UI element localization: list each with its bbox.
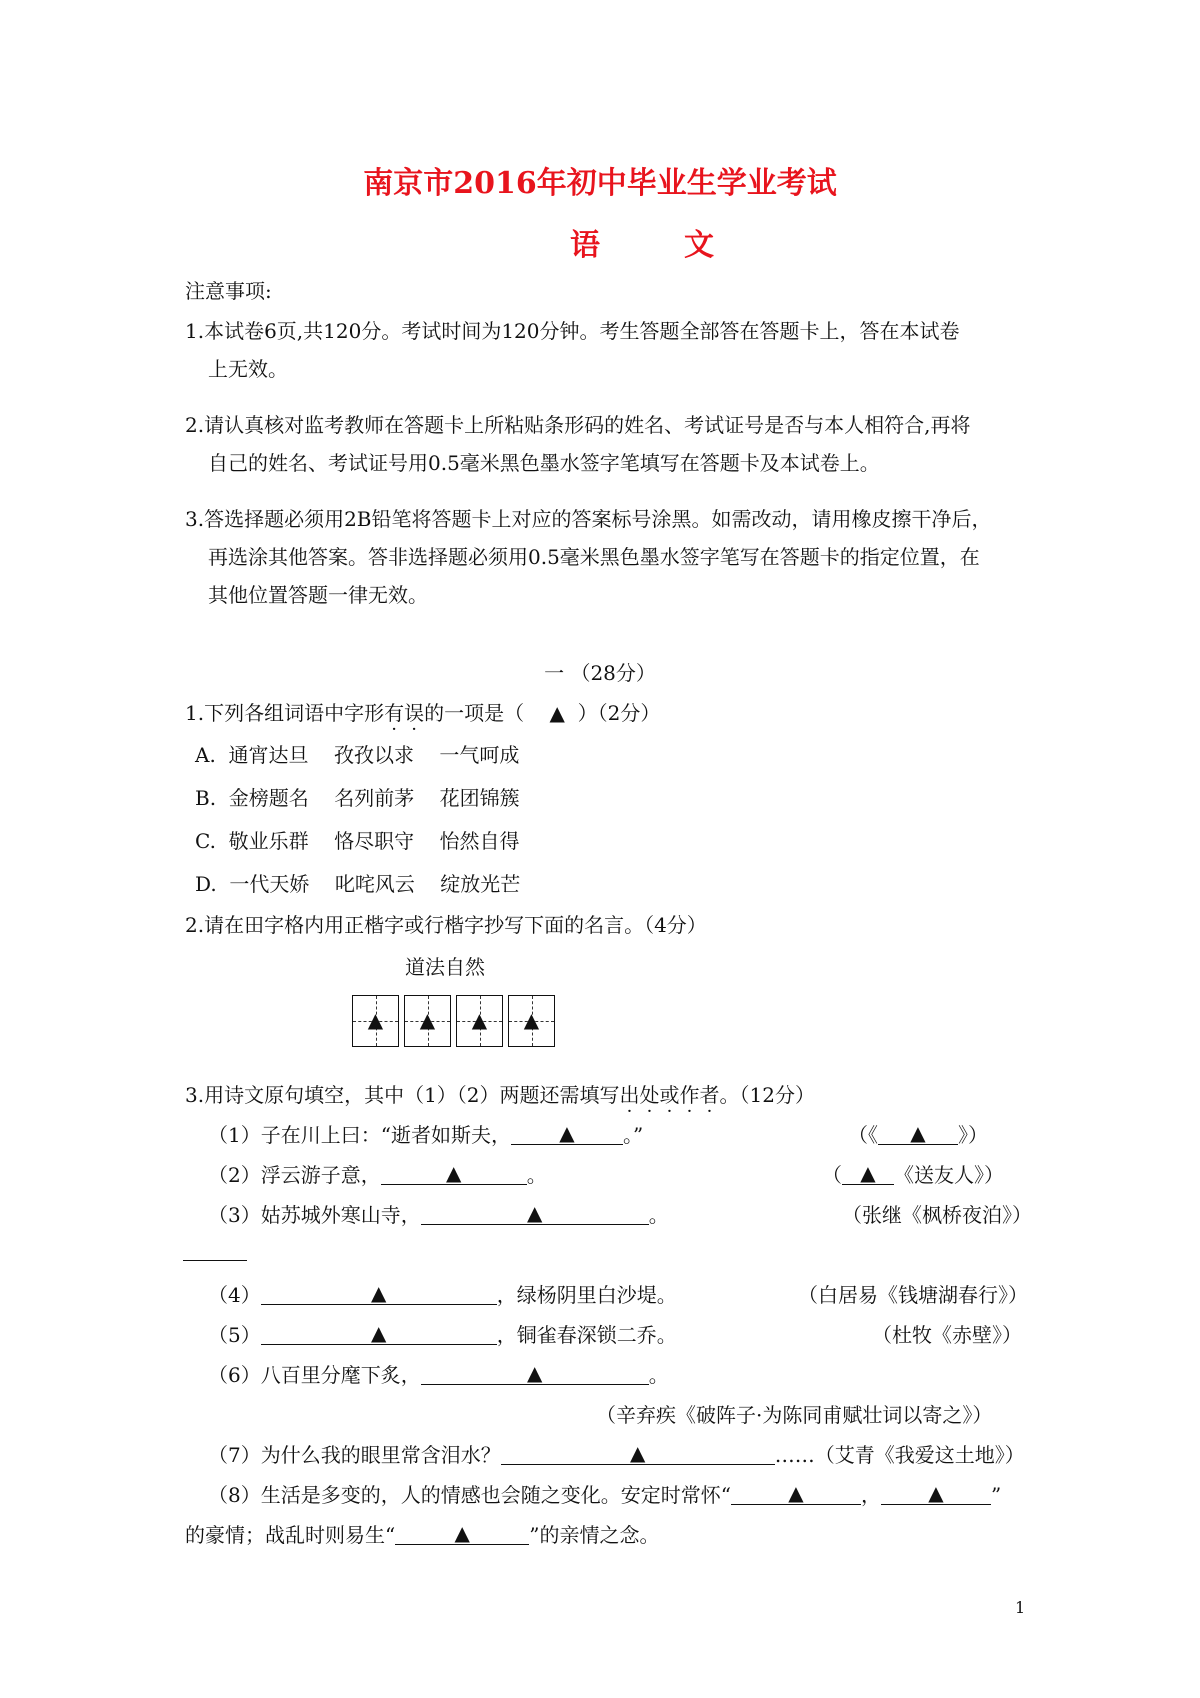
q3-4-text: ，绿杨阴里白沙堤。 (496, 1283, 677, 1307)
q3-line-2 (208, 1162, 547, 1188)
q1-option-b[interactable] (195, 785, 520, 811)
q3-1-end: 。” (622, 1123, 644, 1147)
q3-3-text: （3）姑苏城外寒山寺， (208, 1203, 421, 1227)
answer-blank[interactable] (878, 1122, 958, 1145)
q3-dot: 作 (679, 1083, 700, 1107)
q3-1-text: （1）子在川上曰：“逝者如斯夫， (208, 1123, 511, 1147)
q3-4-num: （4） (208, 1283, 261, 1307)
q3-dot: 或 (659, 1083, 680, 1107)
q3-line-4 (208, 1282, 677, 1308)
q3-dot: 者 (699, 1083, 720, 1107)
answer-blank[interactable] (421, 1202, 649, 1225)
note-2-line-2: 自己的姓名、考试证号用0.5毫米黑色墨水签字笔填写在答题卡及本试卷上。 (208, 451, 880, 475)
tianzige-cell[interactable] (352, 995, 399, 1047)
answer-marker: ▲ (454, 1521, 470, 1545)
answer-blank[interactable] (261, 1282, 497, 1305)
tianzige-grid (352, 995, 555, 1047)
answer-blank[interactable] (395, 1522, 529, 1545)
q3-line-8-cont (185, 1522, 659, 1548)
q3-2-end: 。 (526, 1163, 547, 1187)
section-heading: 一 （28分） (544, 661, 656, 685)
option-letter: D. (195, 872, 217, 896)
option-words: 金榜题名 名列前茅 花团锦簇 (228, 786, 520, 810)
q3-line-8 (208, 1482, 1001, 1508)
q3-line-7 (208, 1442, 1025, 1468)
option-letter: A. (195, 743, 216, 767)
q3-5-source: （杜牧《赤壁》） (872, 1323, 1022, 1347)
option-words: 一代天娇 叱咤风云 绽放光芒 (229, 872, 521, 896)
continuation-line (183, 1260, 247, 1261)
q3-line-1 (208, 1122, 643, 1148)
q2-quote: 道法自然 (405, 955, 485, 979)
q3-dot: 处 (639, 1083, 660, 1107)
q3-8-close: ” (990, 1483, 1002, 1507)
answer-marker: ▲ (419, 1007, 436, 1032)
answer-marker: ▲ (446, 1161, 462, 1185)
q3-8-text: （8）生活是多变的，人的情感也会随之变化。安定时常怀“ (208, 1483, 731, 1507)
answer-blank[interactable] (421, 1362, 649, 1385)
option-letter: C. (195, 829, 216, 853)
note-3-line-2: 再选涂其他答案。答非选择题必须用0.5毫米黑色墨水签字笔写在答题卡的指定位置，在 (208, 545, 980, 569)
tianzige-cell[interactable] (508, 995, 555, 1047)
answer-marker: ▲ (471, 1007, 488, 1032)
q3-3-source: （张继《枫桥夜泊》） (842, 1203, 1032, 1227)
exam-title: 南京市2016年初中毕业生学业考试 (363, 166, 837, 201)
answer-marker: ▲ (367, 1007, 384, 1032)
note-2-line-1: 2.请认真核对监考教师在答题卡上所粘贴条形码的姓名、考试证号是否与本人相符合,再将 (185, 413, 971, 437)
answer-blank[interactable] (261, 1322, 497, 1345)
question-3 (185, 1082, 815, 1108)
q3-6-text: （6）八百里分麾下炙， (208, 1363, 421, 1387)
answer-marker: ▲ (527, 1201, 543, 1225)
page-number: 1 (1015, 1598, 1026, 1617)
question-1 (185, 700, 660, 726)
q3-pre: 3.用诗文原句填空，其中（1）（2）两题还需填写 (185, 1083, 620, 1107)
note-1-line-2: 上无效。 (208, 357, 288, 381)
q1-tail: ）（2分） (564, 701, 661, 725)
option-words: 敬业乐群 恪尽职守 怡然自得 (228, 829, 520, 853)
q3-2-text: （2）浮云游子意， (208, 1163, 381, 1187)
answer-marker: ▲ (860, 1161, 876, 1185)
answer-blank[interactable] (842, 1162, 894, 1185)
question-2: 2.请在田字格内用正楷字或行楷字抄写下面的名言。（4分） (185, 913, 707, 937)
tianzige-cell[interactable] (404, 995, 451, 1047)
answer-marker: ▲ (559, 1121, 575, 1145)
answer-marker: ▲ (527, 1361, 543, 1385)
source-open: （《 (848, 1123, 878, 1147)
source-close: 》） (958, 1123, 988, 1147)
note-3-line-3: 其他位置答题一律无效。 (208, 583, 428, 607)
note-3-line-1: 3.答选择题必须用2B铅笔将答题卡上对应的答案标号涂黑。如需改动，请用橡皮擦干净后， (185, 507, 992, 531)
q3-8-sep: ， (860, 1483, 881, 1507)
q3-4-source: （白居易《钱塘湖春行》） (798, 1283, 1028, 1307)
source-open: （ (822, 1163, 842, 1187)
q1-dot-2: 误 (404, 701, 425, 725)
answer-marker: ▲ (788, 1481, 804, 1505)
q3-1-source (848, 1122, 988, 1148)
answer-blank[interactable] (511, 1122, 623, 1145)
q1-post: 的一项是（ (424, 701, 550, 725)
q3-line-3 (208, 1202, 669, 1228)
q3-7-text: （7）为什么我的眼里常含泪水？ (208, 1443, 501, 1467)
q1-pre: 1.下列各组词语中字形 (185, 701, 385, 725)
q3-3-end: 。 (648, 1203, 669, 1227)
q1-option-a[interactable] (195, 742, 519, 768)
q3-5-num: （5） (208, 1323, 261, 1347)
answer-blank[interactable] (381, 1162, 527, 1185)
q1-answer-marker: ▲ (549, 701, 565, 725)
q3-line-6 (208, 1362, 669, 1388)
answer-marker: ▲ (630, 1441, 646, 1465)
q3-5-text: ，铜雀春深锁二乔。 (496, 1323, 677, 1347)
answer-blank[interactable] (501, 1442, 775, 1465)
answer-blank[interactable] (731, 1482, 861, 1505)
q1-dot-1: 有 (384, 701, 405, 725)
q3-dot: 出 (619, 1083, 640, 1107)
answer-marker: ▲ (523, 1007, 540, 1032)
q1-option-d[interactable] (195, 871, 520, 897)
subject-title: 语文 (570, 228, 798, 263)
note-1-line-1: 1.本试卷6页,共120分。考试时间为120分钟。考生答题全部答在答题卡上，答在本试卷 (185, 319, 960, 343)
answer-marker: ▲ (371, 1281, 387, 1305)
q1-option-c[interactable] (195, 828, 520, 854)
q3-6-end: 。 (648, 1363, 669, 1387)
source-close: 《送友人》） (894, 1163, 1004, 1187)
q3-7-source: ……（艾青《我爱这土地》） (774, 1443, 1025, 1467)
answer-marker: ▲ (910, 1121, 926, 1145)
q3-post: 。（12分） (719, 1083, 815, 1107)
answer-blank[interactable] (881, 1482, 991, 1505)
option-words: 通宵达旦 孜孜以求 一气呵成 (228, 743, 520, 767)
option-letter: B. (195, 786, 217, 810)
answer-marker: ▲ (928, 1481, 944, 1505)
q3-6-source: （辛弃疾《破阵子·为陈同甫赋壮词以寄之》） (596, 1403, 993, 1427)
q3-2-source (822, 1162, 1004, 1188)
notes-heading: 注意事项: (185, 279, 272, 303)
q3-8-text-2: 的豪情；战乱时则易生“ (185, 1523, 396, 1547)
answer-marker: ▲ (371, 1321, 387, 1345)
tianzige-cell[interactable] (456, 995, 503, 1047)
q3-8-end: ”的亲情之念。 (529, 1523, 660, 1547)
q3-line-5 (208, 1322, 677, 1348)
